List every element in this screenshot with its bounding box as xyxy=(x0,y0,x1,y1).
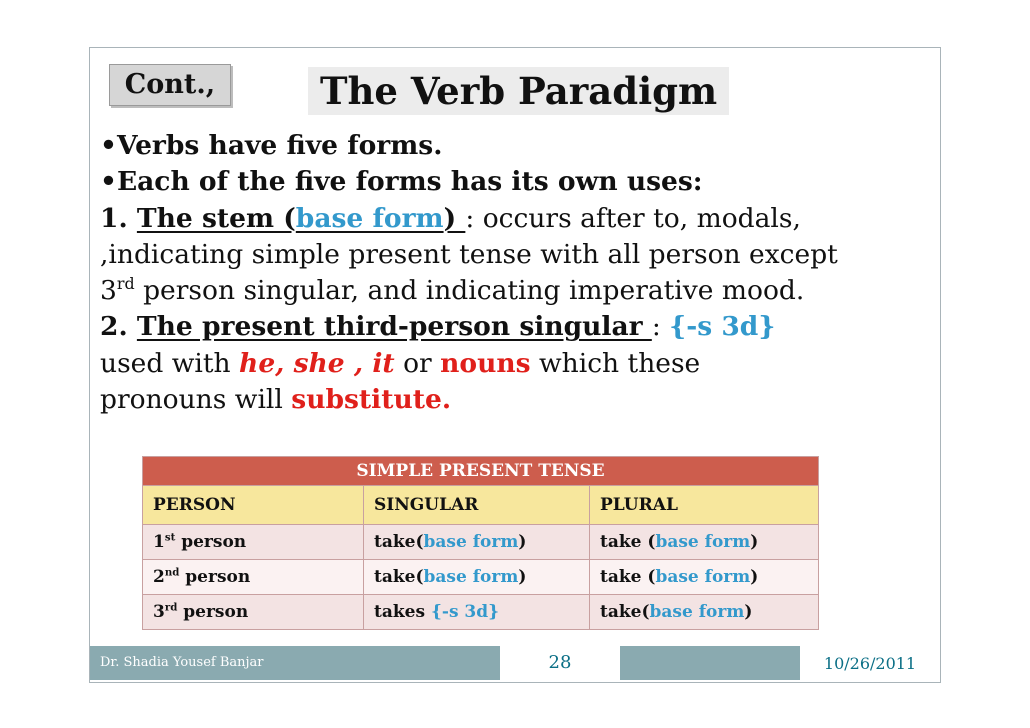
item-2-colon: : xyxy=(651,311,670,343)
cell-plural-blue: base form xyxy=(655,532,751,552)
item-1-rest: : occurs after to, modals, xyxy=(465,202,801,234)
col-header-person: PERSON xyxy=(143,486,364,525)
item-1-term-blue: base form xyxy=(295,202,444,234)
item-2-suffix: {-s 3d} xyxy=(669,311,776,343)
cell-singular xyxy=(364,525,590,560)
col-header-plural: PLURAL xyxy=(590,486,819,525)
table-row xyxy=(143,560,819,595)
table-title: SIMPLE PRESENT TENSE xyxy=(143,457,819,486)
cell-singular-blue: base form xyxy=(423,567,519,587)
footer-date: 10/26/2011 xyxy=(800,646,940,680)
cell-person xyxy=(143,595,364,630)
item-1-line-3-sup: rd xyxy=(116,274,135,294)
cell-person-sup: nd xyxy=(164,566,180,579)
table-row xyxy=(143,595,819,630)
item-1-line xyxy=(100,201,930,237)
item-1-term-b: ) xyxy=(443,202,466,234)
item-2-line-3-a: pronouns will xyxy=(100,384,292,416)
item-1-line-3-rest: person singular, and indicating imperative mood. xyxy=(134,275,805,307)
cell-person-num: 2 xyxy=(153,567,165,587)
cell-plural xyxy=(590,525,819,560)
item-2-line-3 xyxy=(100,382,930,418)
cell-plural-b: ) xyxy=(744,602,753,622)
item-1-number: 1. xyxy=(100,202,137,234)
cell-person-sup: st xyxy=(164,531,176,544)
item-2-line-2 xyxy=(100,346,930,382)
cell-person-num: 3 xyxy=(153,602,165,622)
cont-label: Cont., xyxy=(109,64,231,106)
item-1-term-a: The stem ( xyxy=(136,202,296,234)
col-header-singular: SINGULAR xyxy=(364,486,590,525)
cell-plural-a: take( xyxy=(600,602,650,622)
item-2-nouns: nouns xyxy=(440,347,531,379)
cell-singular-b: ) xyxy=(518,567,527,587)
cell-plural-blue: base form xyxy=(649,602,745,622)
cell-person-num: 1 xyxy=(153,532,165,552)
cell-plural-a: take ( xyxy=(600,567,656,587)
cell-singular-b: ) xyxy=(518,532,527,552)
item-2-number: 2. xyxy=(100,311,137,343)
cell-person xyxy=(143,560,364,595)
cell-plural xyxy=(590,560,819,595)
cell-singular-a: takes xyxy=(374,602,431,622)
slide-footer xyxy=(90,646,940,680)
cell-person-sup: rd xyxy=(164,601,178,614)
bullet-line-1: •Verbs have five forms. xyxy=(100,130,443,161)
footer-author: Dr. Shadia Yousef Banjar xyxy=(100,655,264,670)
slide-title: The Verb Paradigm xyxy=(308,67,729,115)
cell-singular xyxy=(364,560,590,595)
cell-plural-b: ) xyxy=(750,567,759,587)
item-2-line-2-a: used with xyxy=(100,347,240,379)
cell-person xyxy=(143,525,364,560)
bullet-line-2: •Each of the five forms has its own uses: xyxy=(100,166,703,198)
cell-plural-blue: base form xyxy=(655,567,751,587)
cell-plural xyxy=(590,595,819,630)
item-1-line-2: ,indicating simple present tense with all person except xyxy=(100,238,838,270)
item-1-line-3-num: 3 xyxy=(100,275,117,307)
cell-singular-blue: base form xyxy=(423,532,519,552)
item-2-line xyxy=(100,309,930,345)
item-1-term xyxy=(137,203,465,234)
page-number: 28 xyxy=(500,646,620,680)
cell-person-text: person xyxy=(177,602,249,622)
cell-plural-b: ) xyxy=(750,532,759,552)
cell-singular xyxy=(364,595,590,630)
cell-singular-a: take( xyxy=(374,532,424,552)
table-row xyxy=(143,525,819,560)
cell-person-text: person xyxy=(179,567,251,587)
item-2-line-2-b: or xyxy=(394,347,441,379)
cell-singular-blue: {-s 3d} xyxy=(430,602,500,622)
cell-plural-a: take ( xyxy=(600,532,656,552)
simple-present-table xyxy=(142,456,819,630)
item-1-line-3 xyxy=(100,273,930,309)
item-2-term: The present third-person singular xyxy=(136,311,652,343)
item-2-pronouns: he, she , it xyxy=(239,347,395,379)
cell-singular-a: take( xyxy=(374,567,424,587)
slide-body xyxy=(100,128,930,418)
item-2-line-2-c: which these xyxy=(530,347,701,379)
item-2-substitute: substitute. xyxy=(291,384,452,416)
cell-person-text: person xyxy=(175,532,247,552)
